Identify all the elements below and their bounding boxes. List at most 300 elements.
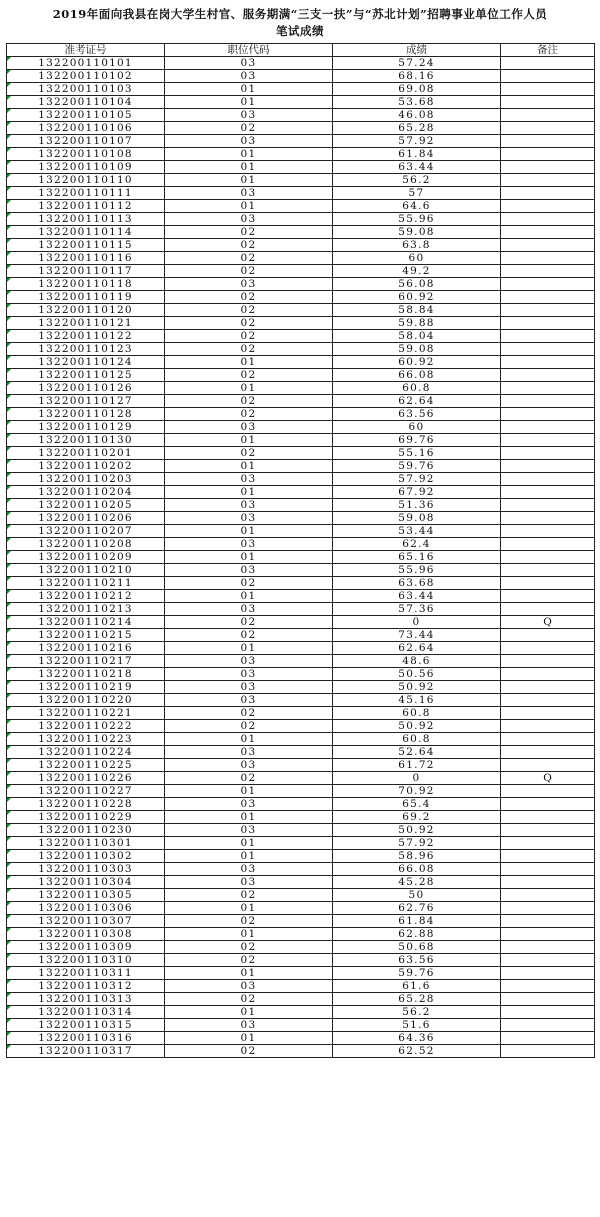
score-cell: 59.08	[333, 343, 501, 356]
exam-id-cell: 132200110307	[7, 915, 165, 928]
note-cell	[501, 447, 595, 460]
exam-id-cell: 132200110217	[7, 655, 165, 668]
table-row	[7, 980, 595, 993]
table-row	[7, 369, 595, 382]
score-cell: 58.04	[333, 330, 501, 343]
exam-id-cell: 132200110128	[7, 408, 165, 421]
position-code-cell: 03	[165, 213, 333, 226]
exam-id-cell: 132200110125	[7, 369, 165, 382]
note-cell	[501, 1045, 595, 1058]
table-row	[7, 915, 595, 928]
table-row	[7, 824, 595, 837]
table-row	[7, 993, 595, 1006]
document-title	[0, 6, 600, 40]
position-code-cell: 03	[165, 187, 333, 200]
score-cell: 50.92	[333, 824, 501, 837]
exam-id-cell: 132200110207	[7, 525, 165, 538]
score-cell: 66.08	[333, 369, 501, 382]
position-code-cell: 01	[165, 161, 333, 174]
position-code-cell: 01	[165, 174, 333, 187]
note-cell	[501, 96, 595, 109]
note-cell	[501, 1032, 595, 1045]
score-cell: 59.88	[333, 317, 501, 330]
table-row	[7, 122, 595, 135]
score-cell: 63.68	[333, 577, 501, 590]
exam-id-cell: 132200110108	[7, 148, 165, 161]
note-cell	[501, 694, 595, 707]
note-cell	[501, 577, 595, 590]
exam-id-cell: 132200110123	[7, 343, 165, 356]
note-cell	[501, 83, 595, 96]
position-code-cell: 03	[165, 473, 333, 486]
exam-id-cell: 132200110303	[7, 863, 165, 876]
exam-id-cell: 132200110223	[7, 733, 165, 746]
note-cell	[501, 291, 595, 304]
score-cell: 58.96	[333, 850, 501, 863]
exam-id-cell: 132200110213	[7, 603, 165, 616]
note-cell	[501, 213, 595, 226]
position-code-cell: 02	[165, 317, 333, 330]
table-row	[7, 590, 595, 603]
note-cell	[501, 356, 595, 369]
table-header-row	[7, 44, 595, 57]
score-cell: 48.6	[333, 655, 501, 668]
note-cell	[501, 317, 595, 330]
position-code-cell: 01	[165, 850, 333, 863]
score-cell: 57.92	[333, 837, 501, 850]
table-row	[7, 83, 595, 96]
exam-id-cell: 132200110121	[7, 317, 165, 330]
table-row	[7, 798, 595, 811]
position-code-cell: 03	[165, 538, 333, 551]
exam-id-cell: 132200110210	[7, 564, 165, 577]
note-cell	[501, 57, 595, 70]
note-cell	[501, 265, 595, 278]
score-cell: 50.92	[333, 681, 501, 694]
note-cell: Q	[501, 616, 595, 629]
score-cell: 59.76	[333, 967, 501, 980]
exam-id-cell: 132200110311	[7, 967, 165, 980]
note-cell	[501, 889, 595, 902]
table-row	[7, 343, 595, 356]
position-code-cell: 03	[165, 57, 333, 70]
position-code-cell: 03	[165, 798, 333, 811]
position-code-cell: 03	[165, 824, 333, 837]
score-cell: 63.44	[333, 161, 501, 174]
exam-id-cell: 132200110226	[7, 772, 165, 785]
note-cell	[501, 590, 595, 603]
note-cell	[501, 720, 595, 733]
table-body	[7, 57, 595, 1058]
note-cell	[501, 226, 595, 239]
score-cell: 55.96	[333, 564, 501, 577]
position-code-cell: 02	[165, 707, 333, 720]
table-row	[7, 382, 595, 395]
exam-id-cell: 132200110228	[7, 798, 165, 811]
score-cell: 56.2	[333, 1006, 501, 1019]
score-cell: 45.16	[333, 694, 501, 707]
exam-id-cell: 132200110317	[7, 1045, 165, 1058]
table-row	[7, 395, 595, 408]
position-code-cell: 01	[165, 96, 333, 109]
note-cell	[501, 876, 595, 889]
note-cell	[501, 798, 595, 811]
position-code-cell: 01	[165, 837, 333, 850]
exam-id-cell: 132200110107	[7, 135, 165, 148]
note-cell	[501, 915, 595, 928]
position-code-cell: 02	[165, 889, 333, 902]
position-code-cell: 02	[165, 993, 333, 1006]
table-row	[7, 642, 595, 655]
title-line-1: 2019年面向我县在岗大学生村官、服务期满“三支一扶”与“苏北计划”招聘事业单位工作人员	[52, 7, 548, 21]
position-code-cell: 01	[165, 642, 333, 655]
position-code-cell: 03	[165, 1019, 333, 1032]
header-score: 成绩	[333, 44, 501, 57]
score-table	[6, 43, 595, 1058]
exam-id-cell: 132200110111	[7, 187, 165, 200]
exam-id-cell: 132200110315	[7, 1019, 165, 1032]
exam-id-cell: 132200110313	[7, 993, 165, 1006]
score-cell: 65.16	[333, 551, 501, 564]
note-cell	[501, 330, 595, 343]
exam-id-cell: 132200110118	[7, 278, 165, 291]
exam-id-cell: 132200110224	[7, 746, 165, 759]
table-row	[7, 473, 595, 486]
table-row	[7, 655, 595, 668]
position-code-cell: 01	[165, 551, 333, 564]
note-cell	[501, 824, 595, 837]
exam-id-cell: 132200110120	[7, 304, 165, 317]
note-cell	[501, 512, 595, 525]
note-cell	[501, 811, 595, 824]
table-row	[7, 928, 595, 941]
table-row	[7, 109, 595, 122]
note-cell	[501, 70, 595, 83]
score-cell: 55.96	[333, 213, 501, 226]
score-cell: 45.28	[333, 876, 501, 889]
score-cell: 56.08	[333, 278, 501, 291]
score-cell: 69.08	[333, 83, 501, 96]
note-cell	[501, 278, 595, 291]
table-row	[7, 525, 595, 538]
exam-id-cell: 132200110215	[7, 629, 165, 642]
exam-id-cell: 132200110208	[7, 538, 165, 551]
score-cell: 67.92	[333, 486, 501, 499]
exam-id-cell: 132200110117	[7, 265, 165, 278]
exam-id-cell: 132200110211	[7, 577, 165, 590]
table-row	[7, 330, 595, 343]
exam-id-cell: 132200110216	[7, 642, 165, 655]
position-code-cell: 03	[165, 759, 333, 772]
position-code-cell: 02	[165, 447, 333, 460]
exam-id-cell: 132200110316	[7, 1032, 165, 1045]
exam-id-cell: 132200110103	[7, 83, 165, 96]
score-cell: 60.92	[333, 291, 501, 304]
score-cell: 51.6	[333, 1019, 501, 1032]
exam-id-cell: 132200110305	[7, 889, 165, 902]
score-cell: 58.84	[333, 304, 501, 317]
note-cell	[501, 304, 595, 317]
table-row	[7, 70, 595, 83]
score-cell: 70.92	[333, 785, 501, 798]
note-cell: Q	[501, 772, 595, 785]
position-code-cell: 02	[165, 122, 333, 135]
table-row	[7, 954, 595, 967]
score-cell: 56.2	[333, 174, 501, 187]
position-code-cell: 01	[165, 967, 333, 980]
position-code-cell: 01	[165, 356, 333, 369]
table-row	[7, 148, 595, 161]
position-code-cell: 02	[165, 226, 333, 239]
table-row	[7, 187, 595, 200]
note-cell	[501, 759, 595, 772]
note-cell	[501, 135, 595, 148]
table-row	[7, 499, 595, 512]
note-cell	[501, 382, 595, 395]
position-code-cell: 03	[165, 746, 333, 759]
note-cell	[501, 850, 595, 863]
position-code-cell: 03	[165, 876, 333, 889]
exam-id-cell: 132200110112	[7, 200, 165, 213]
table-row	[7, 421, 595, 434]
table-row	[7, 772, 595, 785]
score-cell: 60.8	[333, 733, 501, 746]
position-code-cell: 01	[165, 1032, 333, 1045]
table-row	[7, 200, 595, 213]
position-code-cell: 01	[165, 486, 333, 499]
position-code-cell: 02	[165, 772, 333, 785]
table-row	[7, 291, 595, 304]
note-cell	[501, 109, 595, 122]
score-cell: 57.92	[333, 135, 501, 148]
note-cell	[501, 239, 595, 252]
exam-id-cell: 132200110126	[7, 382, 165, 395]
table-row	[7, 629, 595, 642]
score-cell: 57.92	[333, 473, 501, 486]
exam-id-cell: 132200110202	[7, 460, 165, 473]
table-row	[7, 447, 595, 460]
score-cell: 60.8	[333, 707, 501, 720]
score-cell: 59.76	[333, 460, 501, 473]
position-code-cell: 02	[165, 1045, 333, 1058]
table-row	[7, 746, 595, 759]
score-cell: 60	[333, 421, 501, 434]
table-row	[7, 304, 595, 317]
exam-id-cell: 132200110109	[7, 161, 165, 174]
score-cell: 69.2	[333, 811, 501, 824]
note-cell	[501, 980, 595, 993]
score-cell: 59.08	[333, 226, 501, 239]
note-cell	[501, 863, 595, 876]
table-row	[7, 460, 595, 473]
score-cell: 64.6	[333, 200, 501, 213]
header-position-code: 职位代码	[165, 44, 333, 57]
note-cell	[501, 460, 595, 473]
position-code-cell: 02	[165, 915, 333, 928]
position-code-cell: 03	[165, 668, 333, 681]
table-row	[7, 811, 595, 824]
exam-id-cell: 132200110124	[7, 356, 165, 369]
table-row	[7, 616, 595, 629]
position-code-cell: 03	[165, 694, 333, 707]
note-cell	[501, 993, 595, 1006]
table-row	[7, 889, 595, 902]
score-cell: 50.56	[333, 668, 501, 681]
note-cell	[501, 538, 595, 551]
header-exam-id: 准考证号	[7, 44, 165, 57]
score-cell: 61.72	[333, 759, 501, 772]
exam-id-cell: 132200110312	[7, 980, 165, 993]
table-row	[7, 759, 595, 772]
score-cell: 59.08	[333, 512, 501, 525]
exam-id-cell: 132200110119	[7, 291, 165, 304]
position-code-cell: 03	[165, 421, 333, 434]
table-row	[7, 785, 595, 798]
position-code-cell: 02	[165, 408, 333, 421]
score-cell: 61.84	[333, 915, 501, 928]
score-cell: 51.36	[333, 499, 501, 512]
exam-id-cell: 132200110102	[7, 70, 165, 83]
position-code-cell: 02	[165, 577, 333, 590]
table-row	[7, 668, 595, 681]
exam-id-cell: 132200110130	[7, 434, 165, 447]
score-cell: 62.4	[333, 538, 501, 551]
note-cell	[501, 187, 595, 200]
table-row	[7, 1006, 595, 1019]
exam-id-cell: 132200110209	[7, 551, 165, 564]
table-row	[7, 837, 595, 850]
table-row	[7, 1045, 595, 1058]
exam-id-cell: 132200110314	[7, 1006, 165, 1019]
exam-id-cell: 132200110206	[7, 512, 165, 525]
exam-id-cell: 132200110220	[7, 694, 165, 707]
position-code-cell: 03	[165, 135, 333, 148]
score-cell: 63.8	[333, 239, 501, 252]
table-row	[7, 681, 595, 694]
score-cell: 50.68	[333, 941, 501, 954]
score-cell: 53.44	[333, 525, 501, 538]
table-row	[7, 876, 595, 889]
position-code-cell: 02	[165, 954, 333, 967]
note-cell	[501, 252, 595, 265]
exam-id-cell: 132200110127	[7, 395, 165, 408]
table-row	[7, 226, 595, 239]
position-code-cell: 02	[165, 343, 333, 356]
note-cell	[501, 161, 595, 174]
note-cell	[501, 564, 595, 577]
note-cell	[501, 486, 595, 499]
score-cell: 50.92	[333, 720, 501, 733]
table-row	[7, 512, 595, 525]
position-code-cell: 03	[165, 603, 333, 616]
note-cell	[501, 421, 595, 434]
table-row	[7, 265, 595, 278]
note-cell	[501, 1006, 595, 1019]
table-row	[7, 1032, 595, 1045]
table-row	[7, 863, 595, 876]
table-row	[7, 941, 595, 954]
score-cell: 57.24	[333, 57, 501, 70]
exam-id-cell: 132200110230	[7, 824, 165, 837]
table-row	[7, 57, 595, 70]
position-code-cell: 02	[165, 239, 333, 252]
exam-id-cell: 132200110114	[7, 226, 165, 239]
note-cell	[501, 408, 595, 421]
position-code-cell: 01	[165, 733, 333, 746]
note-cell	[501, 551, 595, 564]
score-cell: 0	[333, 772, 501, 785]
note-cell	[501, 603, 595, 616]
score-cell: 65.28	[333, 122, 501, 135]
table-row	[7, 278, 595, 291]
exam-id-cell: 132200110302	[7, 850, 165, 863]
table-row	[7, 603, 595, 616]
table-row	[7, 434, 595, 447]
table-row	[7, 564, 595, 577]
exam-id-cell: 132200110122	[7, 330, 165, 343]
score-cell: 46.08	[333, 109, 501, 122]
score-cell: 62.64	[333, 395, 501, 408]
position-code-cell: 01	[165, 525, 333, 538]
position-code-cell: 03	[165, 655, 333, 668]
score-cell: 69.76	[333, 434, 501, 447]
table-row	[7, 252, 595, 265]
table-row	[7, 538, 595, 551]
score-cell: 65.4	[333, 798, 501, 811]
note-cell	[501, 525, 595, 538]
position-code-cell: 02	[165, 941, 333, 954]
score-cell: 66.08	[333, 863, 501, 876]
exam-id-cell: 132200110309	[7, 941, 165, 954]
table-row	[7, 733, 595, 746]
exam-id-cell: 132200110222	[7, 720, 165, 733]
position-code-cell: 02	[165, 304, 333, 317]
exam-id-cell: 132200110308	[7, 928, 165, 941]
position-code-cell: 02	[165, 395, 333, 408]
exam-id-cell: 132200110204	[7, 486, 165, 499]
position-code-cell: 03	[165, 980, 333, 993]
score-cell: 52.64	[333, 746, 501, 759]
note-cell	[501, 122, 595, 135]
note-cell	[501, 369, 595, 382]
score-cell: 55.16	[333, 447, 501, 460]
score-cell: 50	[333, 889, 501, 902]
table-row	[7, 317, 595, 330]
exam-id-cell: 132200110219	[7, 681, 165, 694]
position-code-cell: 01	[165, 785, 333, 798]
note-cell	[501, 1019, 595, 1032]
position-code-cell: 03	[165, 499, 333, 512]
exam-id-cell: 132200110227	[7, 785, 165, 798]
table-row	[7, 967, 595, 980]
note-cell	[501, 629, 595, 642]
table-row	[7, 213, 595, 226]
note-cell	[501, 668, 595, 681]
table-row	[7, 850, 595, 863]
score-cell: 49.2	[333, 265, 501, 278]
note-cell	[501, 395, 595, 408]
note-cell	[501, 499, 595, 512]
table-row	[7, 902, 595, 915]
table-row	[7, 239, 595, 252]
position-code-cell: 02	[165, 330, 333, 343]
position-code-cell: 02	[165, 291, 333, 304]
position-code-cell: 02	[165, 629, 333, 642]
position-code-cell: 03	[165, 70, 333, 83]
exam-id-cell: 132200110214	[7, 616, 165, 629]
position-code-cell: 01	[165, 460, 333, 473]
exam-id-cell: 132200110116	[7, 252, 165, 265]
